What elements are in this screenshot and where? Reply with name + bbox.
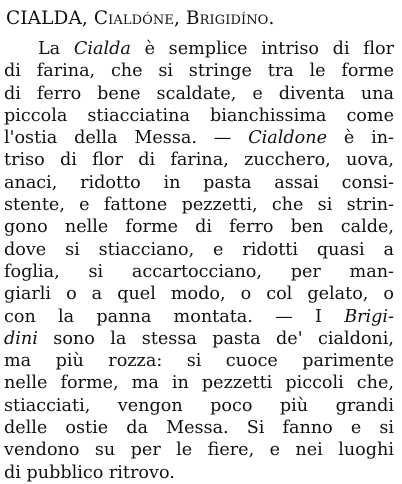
text-segment: gono nelle forme di ferro ben calde, — [4, 217, 394, 238]
text-segment: stente, e fattone pezzetti, che si strin- — [4, 195, 394, 216]
heading-term-brigidino: Brigidíno — [185, 8, 269, 29]
italic-term: dini — [4, 328, 38, 349]
text-segment: giarli o a quel modo, o col gelato, o — [4, 284, 394, 305]
text-line — [4, 172, 394, 194]
text-segment: ma più rozza: si cuoce parimente — [4, 351, 394, 372]
text-line — [4, 83, 394, 105]
text-segment: è in- — [327, 128, 395, 149]
text-line — [4, 283, 394, 305]
heading-separator: , — [173, 8, 186, 29]
text-segment: con la panna montata. — I — [4, 306, 345, 327]
text-segment: delle ostie da Messa. Si fanno e si — [4, 418, 394, 439]
text-segment: di pubblico ritrovo. — [4, 462, 175, 483]
text-line — [4, 216, 394, 238]
text-line — [4, 328, 394, 350]
text-segment: stiacciati, vengon poco più grandi — [4, 395, 394, 416]
text-segment: è semplice intriso di flor — [130, 39, 395, 59]
heading-period: . — [268, 8, 275, 29]
entry-body — [4, 38, 394, 484]
italic-term: Cialda — [73, 39, 131, 59]
text-segment: di ferro bene scaldate, e diventa una — [4, 83, 394, 104]
text-segment: La — [38, 39, 74, 59]
text-segment: l'ostia della Messa. — — [4, 128, 249, 149]
heading-term-cialdone: Cialdóne — [93, 8, 174, 29]
text-segment: vendono su per le fiere, e nei luoghi — [4, 440, 394, 461]
text-segment: piccola stiacciatina bianchissima come — [4, 105, 394, 126]
text-segment: sono la stessa pasta de' cialdoni, — [37, 328, 394, 349]
text-segment: anaci, ridotto in pasta assai consi- — [4, 172, 394, 193]
text-line — [4, 395, 394, 417]
text-line — [4, 127, 394, 149]
text-line — [4, 60, 394, 82]
text-segment: dove si stiacciano, e ridotti quasi a — [4, 239, 394, 260]
heading-term-cialda: CIALDA — [6, 8, 82, 29]
text-line — [4, 105, 394, 127]
text-line — [4, 261, 394, 283]
text-line — [4, 239, 394, 261]
text-line — [4, 372, 394, 394]
entry-heading — [6, 8, 274, 30]
text-line — [4, 417, 394, 439]
italic-term: Brigi- — [344, 306, 394, 327]
heading-separator: , — [81, 8, 94, 29]
text-line — [4, 462, 394, 484]
text-line — [4, 38, 394, 60]
text-line — [4, 439, 394, 461]
text-line — [4, 350, 394, 372]
text-segment: triso di flor di farina, zucchero, uova, — [4, 150, 394, 171]
text-line — [4, 194, 394, 216]
text-line — [4, 306, 394, 328]
text-line — [4, 149, 394, 171]
text-segment: di farina, che si stringe tra le forme — [4, 61, 394, 82]
italic-term: Cialdone — [248, 128, 328, 149]
text-segment: nelle forme, ma in pezzetti piccoli che, — [4, 373, 394, 394]
text-segment: foglia, si accartocciano, per man- — [4, 261, 394, 282]
